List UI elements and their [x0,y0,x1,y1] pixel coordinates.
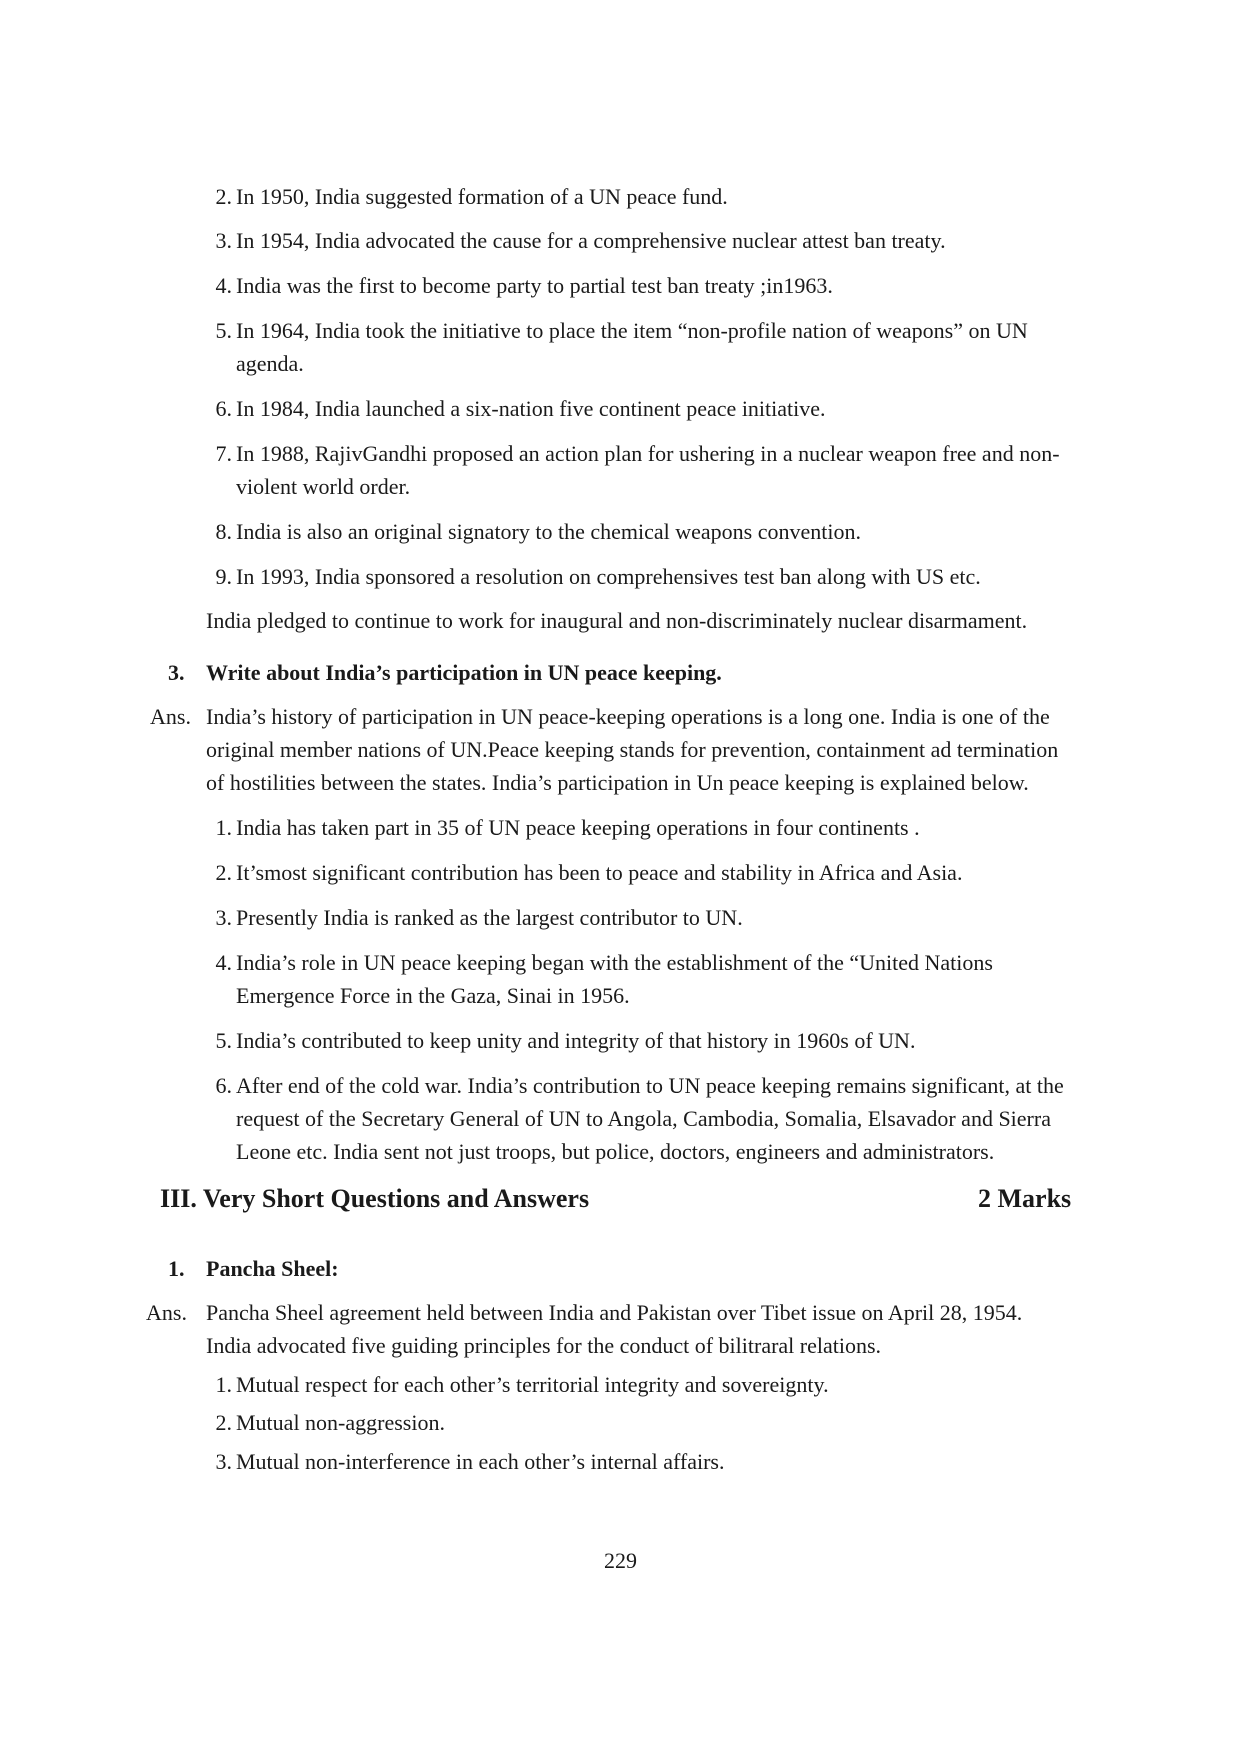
question-number: 3. [168,660,185,685]
page-number: 229 [604,1548,637,1573]
answer-line: India advocated five guiding principles for the conduct of bilitraral relations. [206,1333,882,1358]
answer-label: Ans. [146,1300,187,1325]
answer-line: original member nations of UN.Peace keeping stands for prevention, containment ad termination [206,737,1059,762]
question-number: 1. [168,1256,185,1281]
answer-label: Ans. [150,704,191,729]
question-text: Write about India’s participation in UN peace keeping. [206,660,722,685]
pledge-paragraph: India pledged to continue to work for inaugural and non-discriminately nuclear disarmament. [206,608,1028,633]
question-text: Pancha Sheel: [206,1256,339,1281]
answer-line: India’s history of participation in UN peace-keeping operations is a long one. India is one of the [206,704,1050,729]
section-marks: 2 Marks [978,1184,1072,1213]
answer-line: Pancha Sheel agreement held between India and Pakistan over Tibet issue on April 28, 1954. [206,1300,1023,1325]
answer-line: of hostilities between the states. India’s participation in Un peace keeping is explained below. [206,770,1029,795]
section-title: III. Very Short Questions and Answers [160,1184,590,1213]
document-page: 2. In 1950, India suggested formation of a UN peace fund. 3. In 1954, India advocated the cause for a comprehensive nuclear attest ban treaty. 4. India was the first to become party to partial test ban treaty ;in1963. 5. In 1964, India took the initiative to place the item “non-profile nation of weapons” on UN agenda. 6. In 1984, India launched a six-nation five continent peace initiative. 7. In 1988, RajivGandhi proposed an action plan for ushering in a nuclear weapon free and non- violent world order. 8. India is also an original signatory to the chemical weapons convention. 9. In 1993, India sponsored a resolution on comprehensives test ban along with US etc. India pledged to continue to work for inaugural and non-discriminately nuclear disarmament. 3. Write about India’s participation in UN peace keeping. Ans. India’s history of participation in UN peace-keeping operations is a long one. India is one of the original member nations of UN.Peace keeping stands for prevention, containment ad termination of hostilities between the states. India’s participation in Un peace keeping is explained below. 1. India has taken part in 35 of UN peace keeping operations in four continents . 2. It’smost significant contribution has been to peace and stability in Africa and Asia. 3. Presently India is ranked as the largest contributor to UN. 4. India’s role in UN peace keeping began with the establishment of the “United Nations Emergence Force in the Gaza, Sinai in 1956. 5. India’s contributed to keep unity and integrity of that history in 1960s of UN. 6. After end of the cold war. India’s contribution to UN peace keeping remains significant, at the request of the Secretary General of UN to Angola, Cambodia, Somalia, Elsavador and Sierra Leone etc. India sent not just troops, but police, doctors, engineers and administrators. III. Very Short Questions and Answers 2 Marks 1. Pancha Sheel: Ans. Pancha Sheel agreement held between India and Pakistan over Tibet issue on April 28, 1954. India advocated five guiding principles for the conduct of bilitraral relations. 1. Mutual respect for each other’s territorial integrity and sovereignty. 2. Mutual non-aggression. 3. Mutual non-interference in each other’s internal affairs. 229 [0,0,1241,1754]
